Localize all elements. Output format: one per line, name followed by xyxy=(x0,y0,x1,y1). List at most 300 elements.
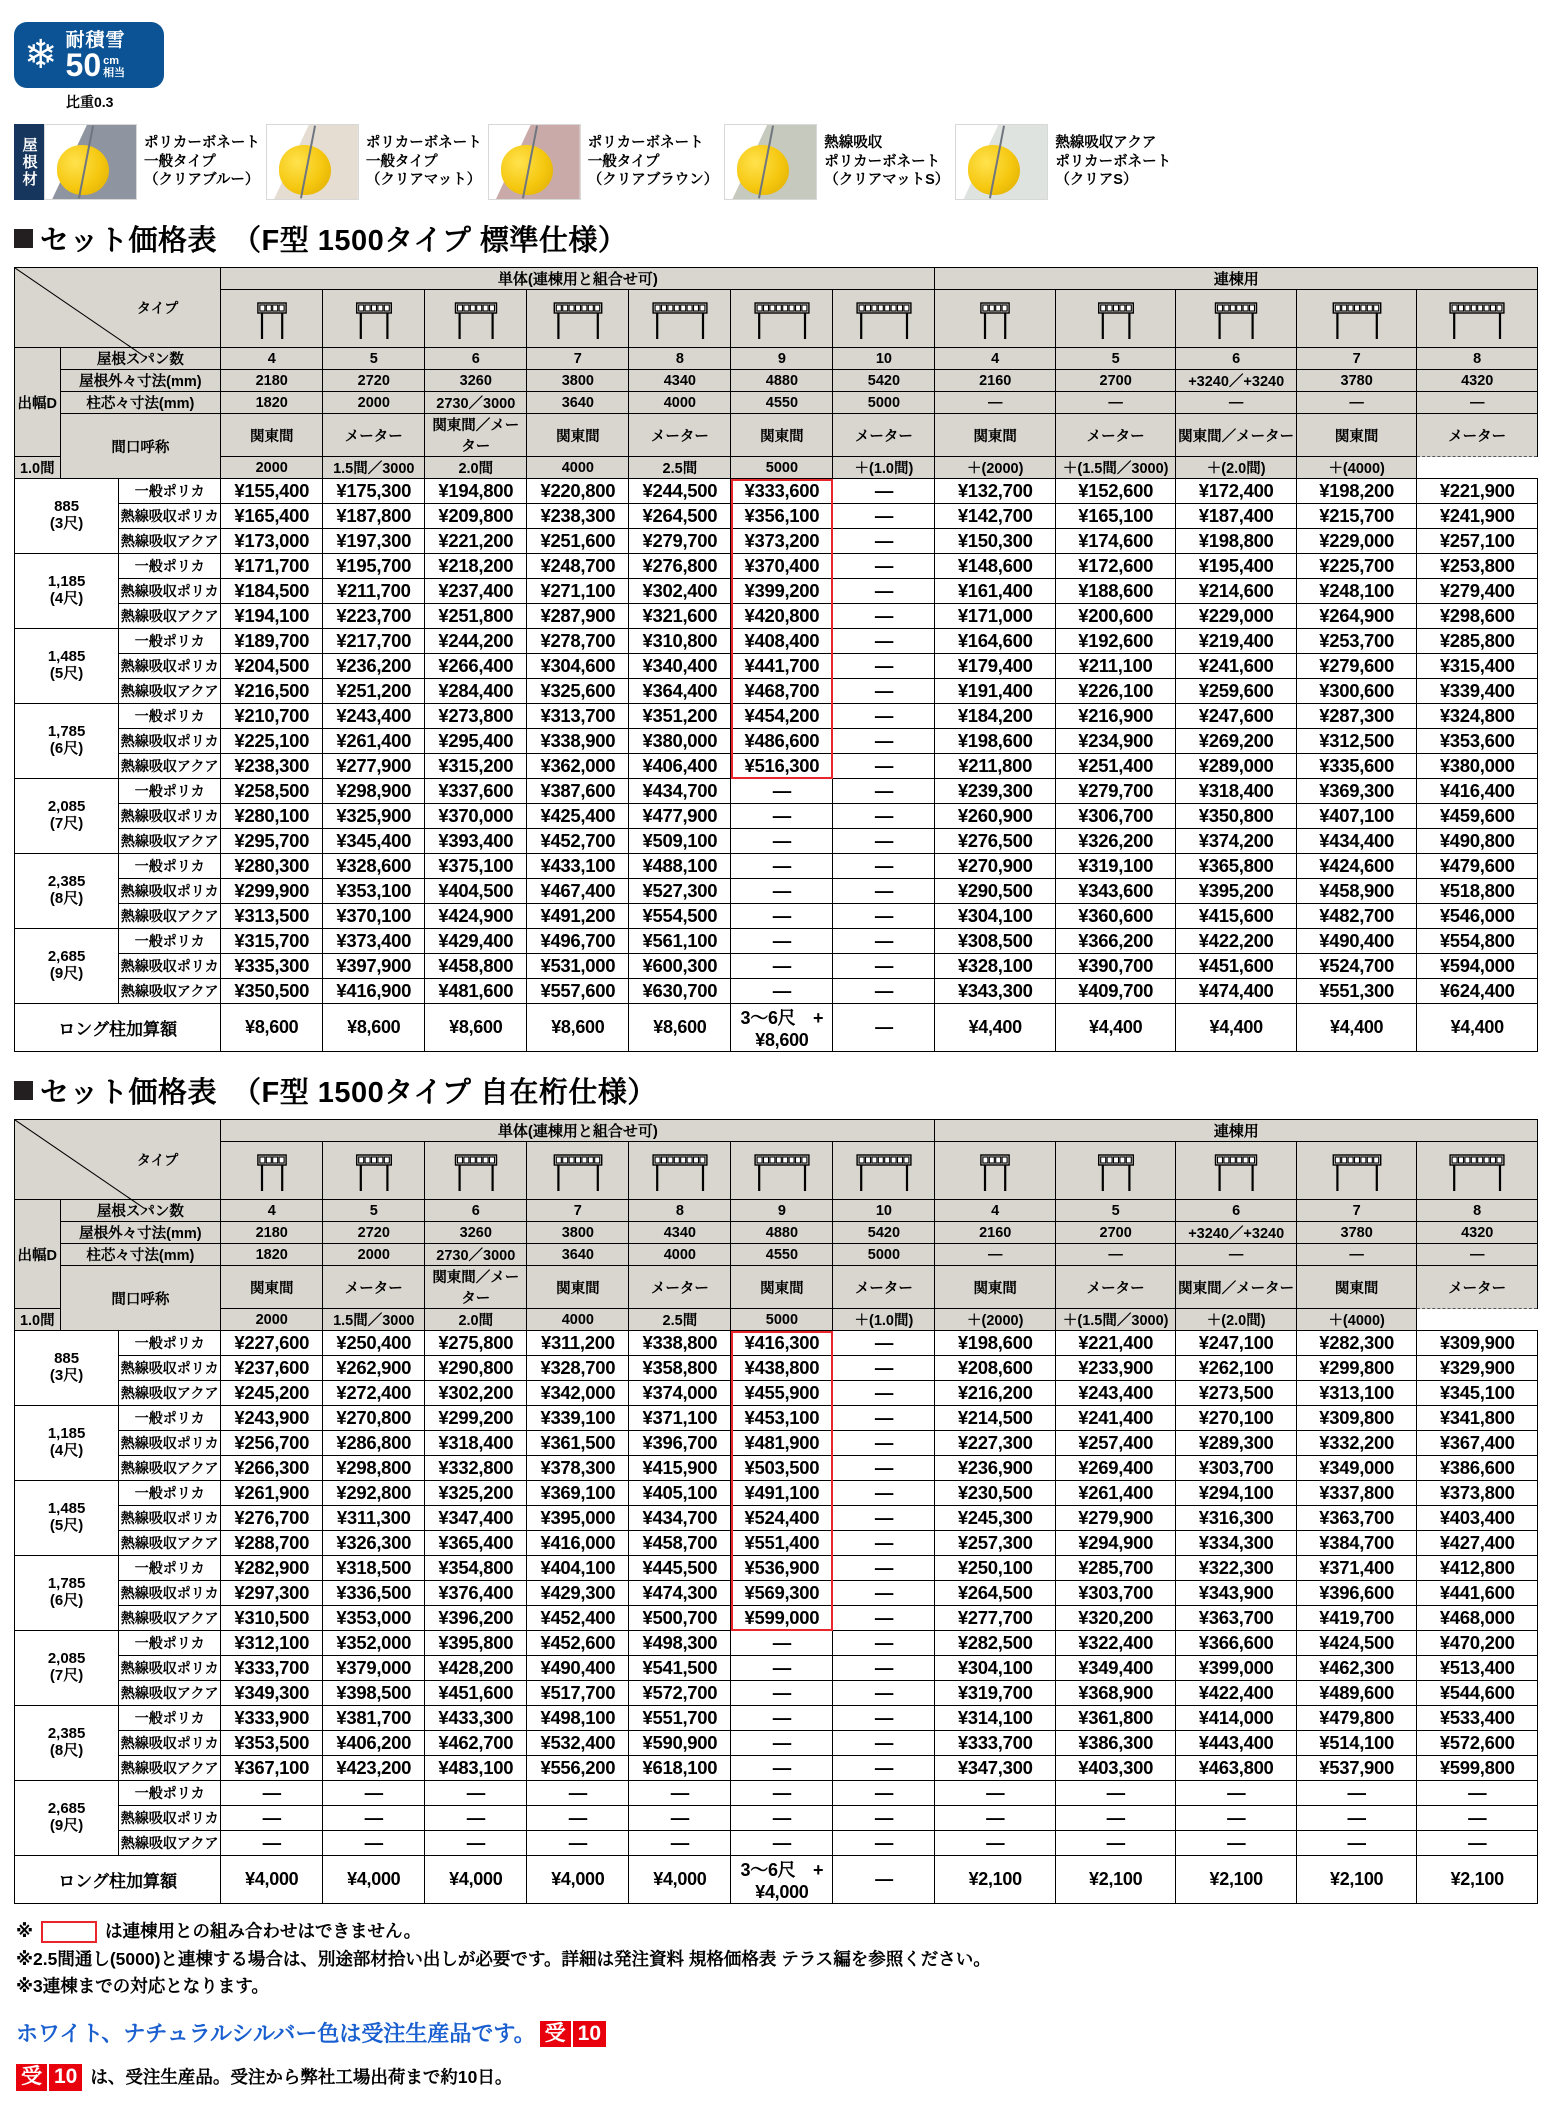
price-cell: ¥452,700 xyxy=(527,829,629,854)
frontage-name2: ＋(4000) xyxy=(1296,457,1416,479)
price-cell: ¥257,400 xyxy=(1055,1431,1175,1456)
price-cell: ¥366,200 xyxy=(1055,929,1175,954)
price-cell: ¥451,600 xyxy=(1176,954,1296,979)
price-cell: ¥257,100 xyxy=(1417,529,1538,554)
table-row xyxy=(15,554,1538,579)
carport-pictogram-icon xyxy=(652,297,708,341)
price-cell: ¥537,900 xyxy=(1296,1756,1416,1781)
table-row xyxy=(15,629,1538,654)
price-cell: ¥237,400 xyxy=(425,579,527,604)
table-row xyxy=(15,954,1538,979)
material-label: 熱線吸収アクア xyxy=(119,1606,221,1631)
price-cell: ¥454,200 xyxy=(731,704,833,729)
roof-material-name: 熱線吸収 xyxy=(824,135,883,152)
price-cell: ¥425,400 xyxy=(527,804,629,829)
price-cell: — xyxy=(629,1831,731,1856)
material-label: 一般ポリカ xyxy=(119,929,221,954)
price-cell: — xyxy=(629,1781,731,1806)
price-cell: ¥352,000 xyxy=(323,1631,425,1656)
frontage-name1: 関東間 xyxy=(527,1266,629,1309)
price-cell: ¥197,300 xyxy=(323,529,425,554)
table-group-header-row xyxy=(15,268,1538,290)
price-cell: — xyxy=(731,1631,833,1656)
spec-label-pitch: 柱芯々寸法(mm) xyxy=(60,1244,221,1266)
long-post-label: ロング柱加算額 xyxy=(15,1856,221,1904)
pictogram-cell xyxy=(221,1142,323,1200)
outer-value: 5420 xyxy=(833,1222,935,1244)
pitch-value: 4550 xyxy=(731,1244,833,1266)
frontage-name2: 1.0間 xyxy=(15,1309,61,1331)
price-cell: ¥351,200 xyxy=(629,704,731,729)
price-cell: — xyxy=(833,1531,935,1556)
table-row xyxy=(15,1356,1538,1381)
price-cell: ¥546,000 xyxy=(1417,904,1538,929)
price-cell: ¥299,900 xyxy=(221,879,323,904)
price-cell: ¥503,500 xyxy=(731,1456,833,1481)
frontage-name1: メーター xyxy=(833,1266,935,1309)
price-cell: ¥237,600 xyxy=(221,1356,323,1381)
corner-type-cell xyxy=(15,1120,221,1200)
price-cell: — xyxy=(1176,1806,1296,1831)
price-cell: ¥532,400 xyxy=(527,1731,629,1756)
price-cell: ¥184,200 xyxy=(935,704,1055,729)
price-cell: ¥414,000 xyxy=(1176,1706,1296,1731)
price-cell: ¥406,400 xyxy=(629,754,731,779)
material-label: 一般ポリカ xyxy=(119,479,221,504)
price-cell: ¥313,700 xyxy=(527,704,629,729)
frontage-name1: メーター xyxy=(629,414,731,457)
table-group-header-row xyxy=(15,1120,1538,1142)
price-cell: ¥491,100 xyxy=(731,1481,833,1506)
price-cell: ¥215,700 xyxy=(1296,504,1416,529)
row-frontage-name2 xyxy=(15,457,1538,479)
footnote-2: ※2.5間通し(5000)と連棟する場合は、別途部材拾い出しが必要です。詳細は発注資料 規格価格表 テラス編を参照ください。 xyxy=(16,1948,991,1969)
price-cell: — xyxy=(731,854,833,879)
order-chip-days: 10 xyxy=(573,2021,606,2047)
price-cell: ¥288,700 xyxy=(221,1531,323,1556)
table-row xyxy=(15,704,1538,729)
price-cell: ¥171,000 xyxy=(935,604,1055,629)
table-row xyxy=(15,1806,1538,1831)
price-cell: ¥325,900 xyxy=(323,804,425,829)
price-cell: ¥434,700 xyxy=(629,1506,731,1531)
price-cell: ¥221,400 xyxy=(1055,1331,1175,1356)
price-cell: ¥184,500 xyxy=(221,579,323,604)
price-cell: — xyxy=(833,1831,935,1856)
price-cell: ¥479,600 xyxy=(1417,854,1538,879)
price-cell: ¥395,200 xyxy=(1176,879,1296,904)
price-cell: ¥433,100 xyxy=(527,854,629,879)
price-cell: — xyxy=(1296,1806,1416,1831)
frontage-name2: 2000 xyxy=(221,1309,323,1331)
roof-material-type: ポリカーボネート xyxy=(1055,153,1172,170)
price-cell: ¥253,800 xyxy=(1417,554,1538,579)
price-cell: ¥399,000 xyxy=(1176,1656,1296,1681)
pitch-value: — xyxy=(1417,392,1538,414)
price-cell: ¥365,800 xyxy=(1176,854,1296,879)
carport-pictogram-icon xyxy=(1088,1149,1144,1193)
price-cell: ¥285,700 xyxy=(1055,1556,1175,1581)
heading-text: セット価格表 （F型 1500タイプ 自在桁仕様） xyxy=(40,1077,657,1109)
price-cell: ¥148,600 xyxy=(935,554,1055,579)
price-cell: ¥174,600 xyxy=(1055,529,1175,554)
pitch-value: — xyxy=(1296,1244,1416,1266)
price-cell: ¥370,400 xyxy=(731,554,833,579)
price-cell: ¥380,000 xyxy=(1417,754,1538,779)
price-cell: ¥624,400 xyxy=(1417,979,1538,1004)
roof-material-name: ポリカーボネート xyxy=(365,135,482,152)
pictogram-cell xyxy=(1176,1142,1296,1200)
price-cell: ¥396,600 xyxy=(1296,1581,1416,1606)
price-cell: ¥191,400 xyxy=(935,679,1055,704)
roof-material-item xyxy=(44,124,260,200)
table-row xyxy=(15,854,1538,879)
table-row xyxy=(15,1481,1538,1506)
price-cell: ¥217,700 xyxy=(323,629,425,654)
price-cell: ¥438,800 xyxy=(731,1356,833,1381)
price-cell: — xyxy=(935,1831,1055,1856)
price-cell: — xyxy=(731,979,833,1004)
roof-material-name: ポリカーボネート xyxy=(587,135,704,152)
depth-label: 2,385 (8尺) xyxy=(15,1706,119,1781)
price-cell: ¥599,800 xyxy=(1417,1756,1538,1781)
side-label-depth: 出幅D xyxy=(15,1200,61,1309)
outer-value: 2720 xyxy=(323,1222,425,1244)
table-row xyxy=(15,1406,1538,1431)
frontage-name2: 5000 xyxy=(731,457,833,479)
price-cell: ¥316,300 xyxy=(1176,1506,1296,1531)
price-cell: ¥294,100 xyxy=(1176,1481,1296,1506)
row-span-count xyxy=(15,1200,1538,1222)
price-cell: ¥314,100 xyxy=(935,1706,1055,1731)
depth-label: 2,085 (7尺) xyxy=(15,779,119,854)
price-cell: ¥269,200 xyxy=(1176,729,1296,754)
roof-material-tab: 屋根材 xyxy=(14,124,44,200)
price-cell: — xyxy=(833,1681,935,1706)
table-row xyxy=(15,1381,1538,1406)
price-cell: ¥195,700 xyxy=(323,554,425,579)
frontage-name2: ＋(1.0間) xyxy=(833,457,935,479)
outer-value: 2700 xyxy=(1055,1222,1175,1244)
price-cell: ¥386,300 xyxy=(1055,1731,1175,1756)
price-cell: ¥470,200 xyxy=(1417,1631,1538,1656)
price-cell: ¥498,100 xyxy=(527,1706,629,1731)
price-cell: ¥233,900 xyxy=(1055,1356,1175,1381)
span-value: 4 xyxy=(221,348,323,370)
price-cell: ¥272,400 xyxy=(323,1381,425,1406)
frontage-name2: ＋(1.5間／3000) xyxy=(1055,457,1175,479)
price-cell: ¥198,200 xyxy=(1296,479,1416,504)
span-value: 10 xyxy=(833,348,935,370)
price-cell: — xyxy=(731,1731,833,1756)
price-cell: ¥284,400 xyxy=(425,679,527,704)
price-cell: ¥340,400 xyxy=(629,654,731,679)
group-header-single: 単体(連棟用と組合せ可) xyxy=(221,268,935,290)
price-cell: ¥459,600 xyxy=(1417,804,1538,829)
price-cell: — xyxy=(425,1781,527,1806)
price-cell: — xyxy=(833,1756,935,1781)
price-cell: ¥572,700 xyxy=(629,1681,731,1706)
price-cell: ¥302,200 xyxy=(425,1381,527,1406)
price-cell: ¥451,600 xyxy=(425,1681,527,1706)
price-cell: — xyxy=(1055,1831,1175,1856)
span-value: 9 xyxy=(731,348,833,370)
pitch-value: 1820 xyxy=(221,1244,323,1266)
depth-label: 2,085 (7尺) xyxy=(15,1631,119,1706)
price-cell: ¥428,200 xyxy=(425,1656,527,1681)
table-row xyxy=(15,479,1538,504)
price-cell: ¥416,300 xyxy=(731,1331,833,1356)
price-cell: — xyxy=(833,1781,935,1806)
footnote-1-text: は連棟用との組み合わせはできません。 xyxy=(105,1921,422,1941)
price-cell: — xyxy=(833,504,935,529)
price-cell: ¥142,700 xyxy=(935,504,1055,529)
price-cell: ¥551,300 xyxy=(1296,979,1416,1004)
price-cell: ¥262,100 xyxy=(1176,1356,1296,1381)
price-cell: ¥467,400 xyxy=(527,879,629,904)
price-cell: ¥458,900 xyxy=(1296,879,1416,904)
material-label: 一般ポリカ xyxy=(119,1781,221,1806)
price-cell: ¥590,900 xyxy=(629,1731,731,1756)
frontage-name1: メーター xyxy=(323,414,425,457)
long-post-value: ¥4,000 xyxy=(527,1856,629,1904)
price-cell: ¥371,100 xyxy=(629,1406,731,1431)
frontage-name2: 2000 xyxy=(221,457,323,479)
roof-material-swatch xyxy=(955,124,1048,200)
price-cell: — xyxy=(731,1656,833,1681)
outer-value: 4320 xyxy=(1417,370,1538,392)
price-cell: — xyxy=(731,904,833,929)
price-cell: ¥489,600 xyxy=(1296,1681,1416,1706)
price-cell: ¥238,300 xyxy=(527,504,629,529)
price-cell: ¥308,500 xyxy=(935,929,1055,954)
price-cell: — xyxy=(833,1356,935,1381)
price-cell: ¥557,600 xyxy=(527,979,629,1004)
frontage-name2: ＋(1.0間) xyxy=(833,1309,935,1331)
price-tables-root xyxy=(0,218,1552,1904)
price-cell: ¥474,300 xyxy=(629,1581,731,1606)
long-post-value: ¥4,000 xyxy=(323,1856,425,1904)
price-cell: — xyxy=(833,1806,935,1831)
price-cell: ¥378,300 xyxy=(527,1456,629,1481)
outer-value: 2720 xyxy=(323,370,425,392)
price-cell: — xyxy=(833,1506,935,1531)
group-header-single: 単体(連棟用と組合せ可) xyxy=(221,1120,935,1142)
price-cell: ¥349,300 xyxy=(221,1681,323,1706)
price-cell: ¥277,700 xyxy=(935,1606,1055,1631)
material-label: 熱線吸収ポリカ xyxy=(119,504,221,529)
price-cell: — xyxy=(935,1781,1055,1806)
price-cell: — xyxy=(833,654,935,679)
depth-label: 2,685 (9尺) xyxy=(15,1781,119,1856)
price-cell: ¥313,100 xyxy=(1296,1381,1416,1406)
price-cell: ¥404,100 xyxy=(527,1556,629,1581)
price-cell: ¥416,000 xyxy=(527,1531,629,1556)
carport-pictogram-icon xyxy=(856,297,912,341)
material-label: 熱線吸収アクア xyxy=(119,529,221,554)
material-label: 熱線吸収ポリカ xyxy=(119,804,221,829)
price-cell: ¥367,100 xyxy=(221,1756,323,1781)
snow-label: 耐積雪 xyxy=(65,29,126,51)
roof-material-type: ポリカーボネート xyxy=(824,153,941,170)
price-cell: — xyxy=(833,1481,935,1506)
depth-label: 2,385 (8尺) xyxy=(15,854,119,929)
price-cell: ¥374,000 xyxy=(629,1381,731,1406)
price-cell: ¥481,900 xyxy=(731,1431,833,1456)
price-cell: ¥356,100 xyxy=(731,504,833,529)
outer-value: +3240／+3240 xyxy=(1176,370,1296,392)
price-cell: ¥198,800 xyxy=(1176,529,1296,554)
price-cell: ¥353,500 xyxy=(221,1731,323,1756)
table-row xyxy=(15,904,1538,929)
price-cell: ¥175,300 xyxy=(323,479,425,504)
row-span-count xyxy=(15,348,1538,370)
long-post-value: ¥4,000 xyxy=(629,1856,731,1904)
frontage-name2: ＋(2.0間) xyxy=(1176,1309,1296,1331)
pictogram-cell xyxy=(425,290,527,348)
snowflake-icon: ❄ xyxy=(24,33,58,77)
price-cell: ¥403,400 xyxy=(1417,1506,1538,1531)
price-cell: ¥261,900 xyxy=(221,1481,323,1506)
span-value: 6 xyxy=(1176,1200,1296,1222)
table-row xyxy=(15,804,1538,829)
roof-material-color: （クリアS） xyxy=(1055,172,1138,189)
price-cell: ¥524,700 xyxy=(1296,954,1416,979)
price-cell: ¥390,700 xyxy=(1055,954,1175,979)
price-cell: — xyxy=(833,1581,935,1606)
price-cell: ¥396,700 xyxy=(629,1431,731,1456)
price-cell: ¥258,500 xyxy=(221,779,323,804)
table-row xyxy=(15,1706,1538,1731)
price-cell: ¥319,700 xyxy=(935,1681,1055,1706)
price-cell: ¥247,100 xyxy=(1176,1331,1296,1356)
price-cell: ¥370,100 xyxy=(323,904,425,929)
price-cell: ¥251,600 xyxy=(527,529,629,554)
price-cell: ¥429,400 xyxy=(425,929,527,954)
price-cell: ¥276,800 xyxy=(629,554,731,579)
pictogram-cell xyxy=(629,1142,731,1200)
long-post-value: ¥8,600 xyxy=(221,1004,323,1052)
table-row xyxy=(15,504,1538,529)
price-cell: — xyxy=(833,1381,935,1406)
price-cell: ¥192,600 xyxy=(1055,629,1175,654)
price-cell: — xyxy=(1055,1781,1175,1806)
price-cell: ¥423,200 xyxy=(323,1756,425,1781)
frontage-name1: メーター xyxy=(1417,1266,1538,1309)
price-cell: ¥462,300 xyxy=(1296,1656,1416,1681)
price-cell: ¥483,100 xyxy=(425,1756,527,1781)
frontage-name1: 関東間 xyxy=(1296,414,1416,457)
price-cell: — xyxy=(731,1756,833,1781)
price-cell: ¥453,100 xyxy=(731,1406,833,1431)
price-cell: ¥554,800 xyxy=(1417,929,1538,954)
price-cell: — xyxy=(425,1806,527,1831)
pitch-value: — xyxy=(935,392,1055,414)
price-cell: ¥481,600 xyxy=(425,979,527,1004)
price-cell: ¥551,400 xyxy=(731,1531,833,1556)
price-cell: ¥556,200 xyxy=(527,1756,629,1781)
price-cell: ¥363,700 xyxy=(1296,1506,1416,1531)
frontage-name1: メーター xyxy=(1055,1266,1175,1309)
price-cell: ¥229,000 xyxy=(1296,529,1416,554)
price-cell: — xyxy=(833,1706,935,1731)
pictogram-cell xyxy=(1417,1142,1538,1200)
depth-label: 885 (3尺) xyxy=(15,479,119,554)
pitch-value: 2730／3000 xyxy=(425,392,527,414)
price-cell: ¥333,700 xyxy=(935,1731,1055,1756)
span-value: 4 xyxy=(935,1200,1055,1222)
depth-label: 1,485 (5尺) xyxy=(15,629,119,704)
price-cell: ¥208,600 xyxy=(935,1356,1055,1381)
price-cell: ¥386,600 xyxy=(1417,1456,1538,1481)
price-cell: ¥239,300 xyxy=(935,779,1055,804)
material-label: 熱線吸収ポリカ xyxy=(119,579,221,604)
table-row xyxy=(15,1781,1538,1806)
price-cell: ¥361,500 xyxy=(527,1431,629,1456)
price-cell: ¥210,700 xyxy=(221,704,323,729)
price-cell: ¥599,000 xyxy=(731,1606,833,1631)
price-cell: ¥368,900 xyxy=(1055,1681,1175,1706)
carport-pictogram-icon xyxy=(1449,1149,1505,1193)
roof-material-item xyxy=(955,124,1171,200)
corner-type-cell xyxy=(15,268,221,348)
price-table xyxy=(14,267,1538,1052)
price-cell: ¥198,600 xyxy=(935,729,1055,754)
outer-value: 2160 xyxy=(935,370,1055,392)
material-label: 熱線吸収ポリカ xyxy=(119,654,221,679)
depth-label: 2,685 (9尺) xyxy=(15,929,119,1004)
table-row xyxy=(15,979,1538,1004)
frontage-name2: 2.5間 xyxy=(629,457,731,479)
price-cell: ¥350,500 xyxy=(221,979,323,1004)
long-post-value: 3～6尺 +¥4,000 xyxy=(731,1856,833,1904)
price-cell: ¥403,300 xyxy=(1055,1756,1175,1781)
price-cell: ¥393,400 xyxy=(425,829,527,854)
outer-value: 3780 xyxy=(1296,1222,1416,1244)
price-cell: ¥343,300 xyxy=(935,979,1055,1004)
price-cell: ¥256,700 xyxy=(221,1431,323,1456)
frontage-name2: 4000 xyxy=(527,1309,629,1331)
roof-material-label xyxy=(144,134,260,190)
price-cell: ¥367,400 xyxy=(1417,1431,1538,1456)
price-cell: — xyxy=(1296,1831,1416,1856)
price-cell: ¥247,600 xyxy=(1176,704,1296,729)
frontage-name2: ＋(1.5間／3000) xyxy=(1055,1309,1175,1331)
price-cell: — xyxy=(323,1806,425,1831)
price-cell: ¥445,500 xyxy=(629,1556,731,1581)
snow-load-badge-area xyxy=(0,0,1552,112)
price-cell: ¥290,500 xyxy=(935,879,1055,904)
price-cell: ¥313,500 xyxy=(221,904,323,929)
price-cell: ¥303,700 xyxy=(1176,1456,1296,1481)
pictogram-cell xyxy=(731,290,833,348)
price-cell: ¥292,800 xyxy=(323,1481,425,1506)
price-cell: — xyxy=(1055,1806,1175,1831)
outer-value: 5420 xyxy=(833,370,935,392)
roof-material-type: 一般タイプ xyxy=(587,153,660,170)
span-value: 10 xyxy=(833,1200,935,1222)
price-cell: — xyxy=(221,1831,323,1856)
price-cell: ¥353,100 xyxy=(323,879,425,904)
price-cell: ¥152,600 xyxy=(1055,479,1175,504)
price-cell: ¥285,800 xyxy=(1417,629,1538,654)
price-cell: ¥298,800 xyxy=(323,1456,425,1481)
price-cell: — xyxy=(833,779,935,804)
price-cell: ¥347,400 xyxy=(425,1506,527,1531)
outer-value: 3260 xyxy=(425,1222,527,1244)
price-cell: ¥238,300 xyxy=(221,754,323,779)
price-cell: ¥264,500 xyxy=(629,504,731,529)
